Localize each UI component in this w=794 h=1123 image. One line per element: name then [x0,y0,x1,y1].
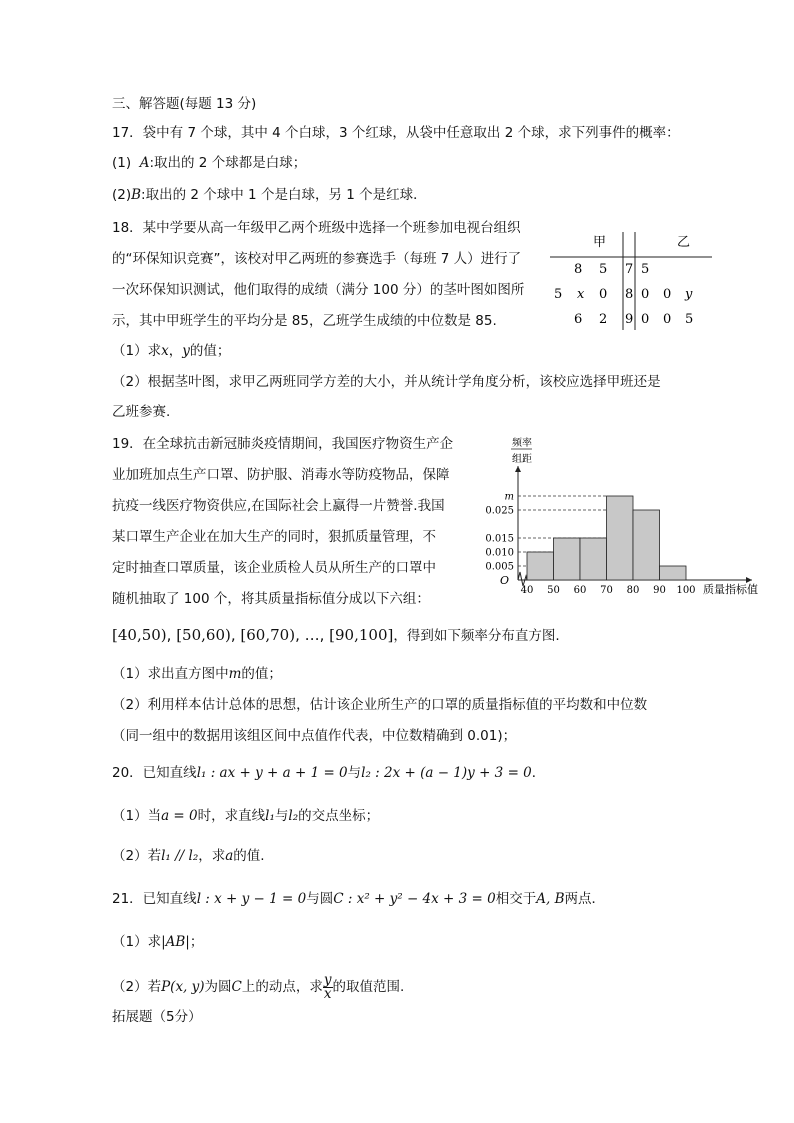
leaf-right: 5 [641,262,650,277]
q21-stem-end: 两点． [564,891,605,907]
q20-part1-l2: l₂ [288,808,299,824]
leaf-left: 8 [574,262,583,277]
leaf-right: 5 [685,312,694,327]
y-tick-label: 0.005 [485,561,514,573]
q19-part1-post: 的值； [241,666,282,682]
q20-part2 [112,846,265,866]
extension-heading: 拓展题（5分） [112,1009,202,1025]
q20-part1 [112,806,379,826]
origin-label: O [500,574,510,587]
q18-var-y: y [182,343,190,359]
leaf-right-var-y: y [685,287,693,302]
q21-stem-text: 21．已知直线 [112,891,197,907]
q17-part2-num: (2) [112,187,132,203]
stem-leaf-plot [545,228,717,333]
q21-part2-c: C [231,979,242,995]
q21-circle-c: C : x² + y² − 4x + 3 = 0 [333,891,496,907]
leaf-right: 0 [663,287,672,302]
q18-part1-pre: （1）求 [112,343,162,359]
q18-part2-line-1: （2）根据茎叶图，求甲乙两班同学方差的大小，并从统计学角度分析，该校应选择甲班还是 [112,374,661,390]
histogram-bar [660,566,687,580]
q17-part2 [112,185,427,205]
q18-line-3: 一次环保知识测试，他们取得的成绩（满分 100 分）的茎叶图如图所 [112,282,525,298]
q20-part2-pre: （2）若 [112,848,162,864]
histogram-bar [554,538,581,580]
q17-part1-text: :取出的 2 个球都是白球； [149,155,307,171]
interval: [40,50) [112,626,167,644]
q20-part1-pre: （1）当 [112,808,162,824]
fraction-numerator: y [323,971,332,988]
leaf-right: 0 [641,287,650,302]
q21-part2-mid: 为圆 [204,979,232,995]
y-axis-label-top: 频率 [512,438,532,449]
leaf-left: 5 [599,262,608,277]
interval: [60,70) [240,626,296,644]
q20-stem [112,763,545,783]
q17-stem: 17．袋中有 7 个球，其中 4 个白球，3 个红球，从袋中任意取出 2 个球，求下列事件的概率： [112,125,680,141]
q18-line-2: 的“环保知识竞赛”，该校对甲乙两班的参赛选手（每班 7 人）进行了 [112,251,522,267]
q21-point-p: P(x, y) [161,979,205,995]
q21-part1-post: ； [189,934,204,950]
interval-ellipsis: … [304,626,320,644]
x-tick-label: 40 [520,585,534,596]
q20-part1-l1: l₁ [265,808,275,824]
leaf-right: 0 [663,312,672,327]
q20-var-a: a [225,848,234,864]
x-tick-label: 80 [626,585,640,596]
section-heading: 三、解答题(每题 13 分) [112,96,257,112]
q20-stem-mid: 与 [347,765,362,781]
y-tick-label: 0.025 [485,505,514,517]
leaf-right: 0 [641,312,650,327]
q17-part2-text: :取出的 2 个球中 1 个是白球，另 1 个是红球． [141,187,427,203]
y-tick-label: 0.010 [485,547,514,559]
q21-part2-pre: （2）若 [112,979,162,995]
stem-value: 7 [625,262,634,277]
q20-stem-end: ． [531,765,546,781]
q20-part1-with: 与 [274,808,289,824]
x-tick-label: 90 [653,585,666,596]
histogram-bar [580,538,607,580]
interval: [50,60) [176,626,231,644]
leaf-left-var-x: x [577,287,585,302]
histogram-bar [633,510,660,580]
q19-line-1: 19．在全球抗击新冠肺炎疫情期间，我国医疗物资生产企 [112,436,454,452]
q20-part1-mid: 时，求直线 [197,808,266,824]
q19-line-6: 随机抽取了 100 个，将其质量指标值分成以下六组： [112,591,430,607]
q18-part1-sep: ， [168,343,183,359]
q20-line-l1: l₁ : ax + y + a + 1 = 0 [196,765,348,781]
histogram-bar [527,552,554,580]
q20-part1-cond: a = 0 [161,808,198,824]
q19-line-5: 定时抽查口罩质量，该企业质检人员从所生产的口罩中 [112,560,436,576]
x-tick-label: 70 [600,585,613,596]
q19-intervals-tail: ，得到如下频率分布直方图. [393,628,560,644]
q19-part1 [112,664,282,684]
q21-part2-mid2: 上的动点，求 [241,979,323,995]
q21-points-ab: A, B [536,891,565,907]
leaf-left: 6 [574,312,583,327]
interval: [90,100] [329,626,394,644]
leaf-left: 2 [599,312,608,327]
q21-part1-expr: |AB| [161,934,190,950]
q19-var-m: m [228,666,242,682]
q18-part1 [112,341,230,361]
q18-part2-line-2: 乙班参赛. [112,404,171,420]
x-axis-label: 质量指标值 [703,583,758,596]
leaf-left: 0 [599,287,608,302]
leaf-left: 5 [554,287,563,302]
x-tick-label: 100 [676,585,696,596]
stem-leaf-left-header: 甲 [593,235,607,250]
q19-part2-line-1: （2）利用样本估计总体的思想，估计该企业所生产的口罩的质量指标值的平均数和中位数 [112,697,648,713]
q20-part2-post: 的值. [233,848,265,864]
stem-value: 9 [625,312,634,327]
q18-line-4: 示，其中甲班学生的平均分是 85，乙班学生成绩的中位数是 85. [112,313,497,329]
q17-part1 [112,153,306,173]
x-tick-label: 60 [573,585,587,596]
q21-stem [112,889,605,909]
q21-stem-mid: 与圆 [306,891,334,907]
stem-leaf-right-header: 乙 [677,235,691,250]
q19-line-4: 某口罩生产企业在加大生产的同时，狠抓质量管理，不 [112,529,436,545]
fraction-denominator: x [323,985,332,1002]
axis-break-mark [518,572,527,586]
stem-value: 8 [625,287,634,302]
q17-event-a: A [139,155,150,171]
q17-event-b: B [131,187,142,203]
q20-part2-cond: l₁ // l₂ [161,848,199,864]
y-axis-label-bottom: 组距 [512,454,532,465]
q21-fraction-y-over-x [323,971,333,1002]
q18-var-x: x [161,343,169,359]
x-tick-label: 50 [547,585,560,596]
histogram-bar [607,496,634,580]
histogram-chart [470,432,770,607]
q20-part2-mid: ，求 [198,848,226,864]
q19-intervals: [40,50), [50,60), [60,70), …, [90,100]，得到如下频率分布直方图. [112,626,560,644]
y-tick-label: 0.015 [485,533,514,545]
q19-part2-line-2: （同一组中的数据用该组区间中点值作代表，中位数精确到 0.01)； [112,728,517,744]
q21-part2 [112,972,404,1002]
q20-part1-post: 的交点坐标； [298,808,380,824]
q20-stem-text: 20．已知直线 [112,765,197,781]
y-tick-label: m [504,491,514,503]
q21-part1-pre: （1）求 [112,934,162,950]
q19-line-3: 抗疫一线医疗物资供应,在国际社会上赢得一片赞誉.我国 [112,498,445,514]
q21-part1 [112,932,203,952]
q21-part2-post: 的取值范围. [332,979,405,995]
q17-part1-num: (1) [112,155,132,171]
q21-stem-post: 相交于 [495,891,537,907]
q19-part1-pre: （1）求出直方图中 [112,666,229,682]
q20-line-l2: l₂ : 2x + (a − 1)y + 3 = 0 [361,765,532,781]
q18-part1-post: 的值； [189,343,231,359]
q21-line-l: l : x + y − 1 = 0 [196,891,307,907]
q18-line-1: 18．某中学要从高一年级甲乙两个班级中选择一个班参加电视台组织 [112,220,521,236]
q19-line-2: 业加班加点生产口罩、防护服、消毒水等防疫物品，保障 [112,467,450,483]
